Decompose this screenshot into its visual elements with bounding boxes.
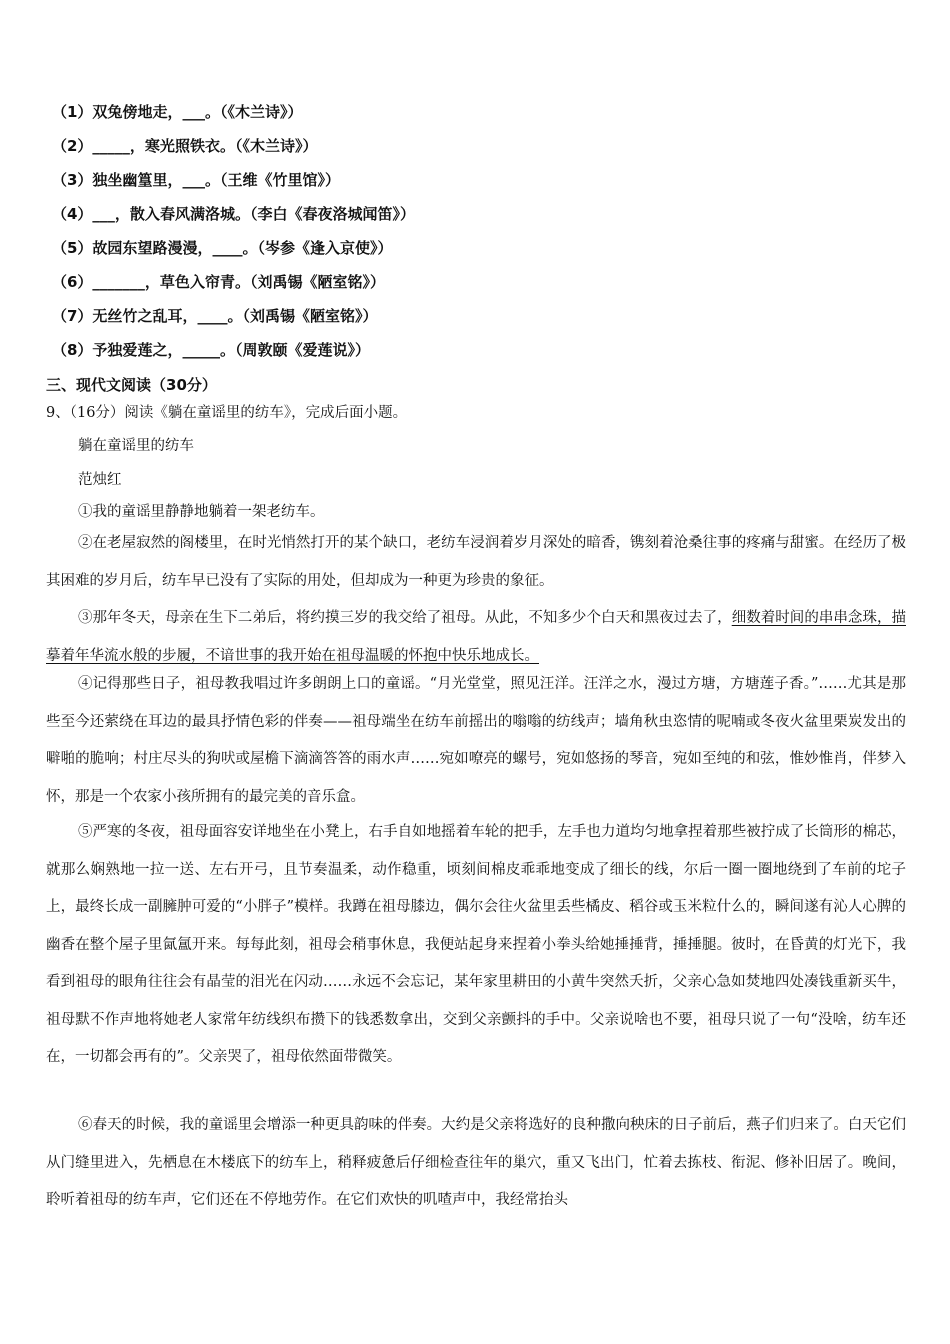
question-9: 9、（16分）阅读《躺在童谣里的纺车》，完成后面小题。 (46, 405, 408, 421)
paragraph-1: ①我的童谣里静静地躺着一架老纺车。 (78, 504, 325, 520)
fill-blank-7: （7）无丝竹之乱耳，____。（刘禹锡《陋室铭》） (52, 307, 378, 325)
fill-blank-2: （2）_____，寒光照铁衣。（《木兰诗》） (52, 137, 318, 155)
fill-blank-3: （3）独坐幽篁里，___。（王维《竹里馆》） (52, 171, 340, 189)
fill-blank-5: （5）故园东望路漫漫，____。（岑参《逢入京使》） (52, 239, 393, 257)
underlined-sentence: 细数着时间的串串念珠，描摹着年华流水般的步履，不谙世事的我开始在祖母温暖的怀抱中快乐地成长。 (46, 610, 906, 664)
paragraph-4: ④记得那些日子，祖母教我唱过许多朗朗上口的童谣。“月光堂堂，照见汪洋。汪洋之水，漫过方塘，方塘莲子香。”……尤其是那些至今还萦绕在耳边的最具抒情色彩的伴奏——祖母端坐在纺车前摇出的嗡嗡的纺线声；墙角秋虫恣情的呢喃或冬夜火盆里栗炭发出的噼啪的脆响；村庄尽头的狗吠或屋檐下滴滴答答的雨水声……宛如嘹亮的螺号，宛如悠扬的琴音，宛如至纯的和弦，惟妙惟肖，伴梦入怀，那是一个农家小孩所拥有的最完美的音乐盒。 (46, 676, 906, 805)
paragraph-3-text: ③那年冬天，母亲在生下二弟后，将约摸三岁的我交给了祖母。从此，不知多少个白天和黑夜过去了， (78, 610, 732, 626)
paragraph-2: ②在老屋寂然的阁楼里，在时光悄然打开的某个缺口，老纺车浸润着岁月深处的暗香，镌刻着沧桑往事的疼痛与甜蜜。在经历了极其困难的岁月后，纺车早已没有了实际的用处，但却成为一种更为珍贵的象征。 (46, 535, 906, 589)
fill-blank-1: （1）双兔傍地走，___。（《木兰诗》） (52, 103, 303, 121)
fill-blank-8: （8）予独爱莲之，_____。（周敦颐《爱莲说》） (52, 341, 370, 359)
paragraph-5: ⑤严寒的冬夜，祖母面容安详地坐在小凳上，右手自如地摇着车轮的把手，左手也力道均匀地拿捏着那些被拧成了长筒形的棉芯，就那么娴熟地一拉一送、左右开弓，且节奏温柔，动作稳重，顷刻间棉皮乖乖地变成了细长的线，尔后一圈一圈地绕到了车前的坨子上，最终长成一副臃肿可爱的“小胖子”模样。我蹲在祖母膝边，偶尔会往火盆里丢些橘皮、稻谷或玉米粒什么的，瞬间遂有沁人心脾的幽香在整个屋子里氤氲开来。每每此刻，祖母会稍事休息，我便站起身来捏着小拳头给她捶捶背，捶捶腿。彼时，在昏黄的灯光下，我看到祖母的眼角往往会有晶莹的泪光在闪动……永远不会忘记，某年家里耕田的小黄牛突然夭折，父亲心急如焚地四处凑钱重新买牛，祖母默不作声地将她老人家常年纺线织布攒下的钱悉数拿出，交到父亲颤抖的手中。父亲说啥也不要，祖母只说了一句“没啥，纺车还在，一切都会再有的”。父亲哭了，祖母依然面带微笑。 (46, 824, 906, 1065)
fill-blank-6: （6）_______，草色入帘青。（刘禹锡《陋室铭》） (52, 273, 385, 291)
article-title: 躺在童谣里的纺车 (78, 438, 194, 454)
section-title: 三、现代文阅读（30分） (46, 376, 217, 394)
article-author: 范烛红 (78, 472, 122, 488)
fill-blank-4: （4）___，散入春风满洛城。（李白《春夜洛城闻笛》） (52, 205, 415, 223)
paragraph-3 (46, 600, 906, 675)
paragraph-6: ⑥春天的时候，我的童谣里会增添一种更具韵味的伴奏。大约是父亲将选好的良种撒向秧床的日子前后，燕子们归来了。白天它们从门缝里进入，先栖息在木楼底下的纺车上，稍释疲惫后仔细检查往年的巢穴，重又飞出门，忙着去拣枝、衔泥、修补旧居了。晚间，聆听着祖母的纺车声，它们还在不停地劳作。在它们欢快的叽喳声中，我经常抬头 (46, 1117, 906, 1208)
